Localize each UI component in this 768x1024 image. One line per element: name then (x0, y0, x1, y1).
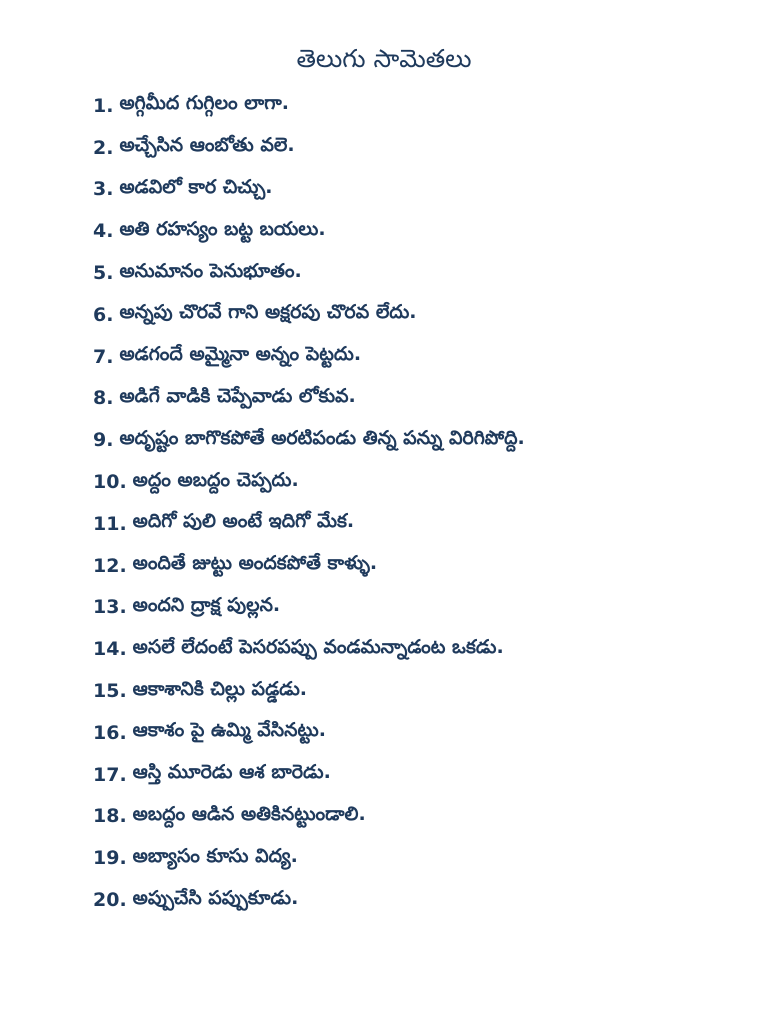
proverb-list (93, 85, 525, 921)
proverb-text: ఆస్తి మూరెడు ఆశ బారెడు. (132, 761, 331, 784)
proverb-item (93, 754, 525, 796)
proverb-text: అగ్గిమీద గుగ్గిలం లాగా. (119, 92, 289, 115)
proverb-number: 6. (93, 303, 114, 326)
proverb-text: అద్దం అబద్దం చెప్పదు. (132, 468, 299, 491)
proverb-item (93, 587, 525, 629)
proverb-item (93, 294, 525, 336)
proverb-item (93, 252, 525, 294)
proverb-number: 14. (93, 638, 127, 661)
proverb-text: అసలే లేదంటే పెసరపప్పు వండమన్నాడంట ఒకడు. (132, 635, 504, 658)
proverb-item (93, 461, 525, 503)
proverb-number: 2. (93, 136, 114, 159)
proverb-number: 3. (93, 178, 114, 201)
proverb-text: అప్పుచేసి పప్పుకూడు. (132, 886, 299, 909)
proverb-number: 15. (93, 680, 127, 703)
proverb-item (93, 210, 525, 252)
proverb-text: అచ్చేసిన ఆంబోతు వలె. (119, 134, 295, 157)
proverb-text: అందితే జుట్టు అందకపోతే కాళ్ళు. (132, 552, 378, 575)
page-title: తెలుగు సామెతలు (296, 44, 472, 73)
proverb-number: 5. (93, 262, 114, 285)
proverb-item (93, 169, 525, 211)
proverb-text: అందని ద్రాక్ష పుల్లన. (132, 593, 281, 616)
proverb-text: అతి రహస్యం బట్ట బయలు. (119, 217, 326, 240)
proverb-text: అన్నపు చొరవే గాని అక్షరపు చొరవ లేదు. (119, 301, 417, 324)
proverb-number: 8. (93, 387, 114, 410)
proverb-text: అదిగో పులి అంటే ఇదిగో మేక. (132, 510, 355, 533)
proverb-text: అడిగే వాడికి చెప్పేవాడు లోకువ. (119, 384, 356, 407)
proverb-item (93, 796, 525, 838)
proverb-text: ఆకాశం పై ఉమ్మి వేసినట్టు. (132, 719, 326, 742)
proverb-item (93, 628, 525, 670)
proverb-number: 16. (93, 721, 127, 744)
proverb-item (93, 545, 525, 587)
proverb-text: అనుమానం పెనుభూతం. (119, 259, 302, 282)
proverb-number: 1. (93, 94, 114, 117)
proverb-number: 11. (93, 512, 127, 535)
proverb-item (93, 127, 525, 169)
proverb-text: అబద్దం ఆడిన అతికినట్టుండాలి. (132, 802, 366, 825)
proverb-item (93, 503, 525, 545)
proverb-text: అబ్యాసం కూసు విద్య. (132, 844, 298, 867)
proverb-item (93, 85, 525, 127)
proverb-text: అడవిలో కార చిచ్చు. (119, 175, 273, 198)
proverb-number: 10. (93, 471, 127, 494)
proverb-item (93, 670, 525, 712)
proverb-number: 19. (93, 847, 127, 870)
proverb-text: ఆకాశానికి చిల్లు పడ్డడు. (132, 677, 307, 700)
proverb-item (93, 712, 525, 754)
proverb-item (93, 879, 525, 921)
proverb-number: 20. (93, 889, 127, 912)
proverb-item (93, 378, 525, 420)
proverb-item (93, 419, 525, 461)
proverb-item (93, 336, 525, 378)
proverb-item (93, 837, 525, 879)
proverb-number: 7. (93, 345, 114, 368)
proverb-number: 17. (93, 763, 127, 786)
proverb-number: 13. (93, 596, 127, 619)
proverb-number: 18. (93, 805, 127, 828)
proverb-text: అడగందే అమ్మైనా అన్నం పెట్టదు. (119, 343, 362, 366)
proverb-number: 4. (93, 220, 114, 243)
proverb-text: అదృష్టం బాగొకపోతే అరటిపండు తిన్న పన్ను విరిగిపోద్ది. (119, 426, 525, 449)
proverb-number: 9. (93, 429, 114, 452)
proverb-number: 12. (93, 554, 127, 577)
